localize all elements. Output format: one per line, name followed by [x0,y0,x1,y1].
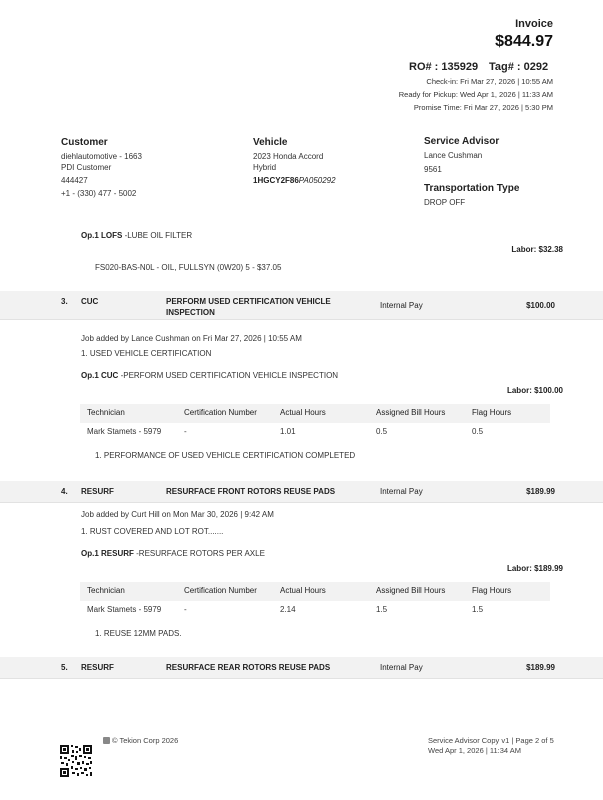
row-certification: - [184,605,187,614]
col-flag-hours: Flag Hours [472,586,512,595]
tech-table-header [80,582,550,601]
job-code: RESURF [81,663,114,672]
part-line: FS020-BAS-N0L - OIL, FULLSYN (0W20) 5 - $37.05 [95,263,282,272]
job-title: RESURFACE FRONT ROTORS REUSE PADS [166,487,336,496]
vehicle-vin: 1HGCY2F86PA050292 [253,176,336,185]
col-actual-hours: Actual Hours [280,408,326,417]
job-added-by: Job added by Lance Cushman on Fri Mar 27, 2026 | 10:55 AM [81,334,302,343]
promise-time: Promise Time: Fri Mar 27, 2026 | 5:30 PM [413,103,553,112]
job-labor: Labor: $100.00 [506,386,563,395]
job-code: RESURF [81,487,114,496]
row-actual-hours: 1.01 [280,427,296,436]
job-title: RESURFACE REAR ROTORS REUSE PADS [166,663,331,672]
qr-code-icon [59,744,93,778]
advisor-label: Service Advisor [424,136,500,147]
job-code: CUC [81,297,99,306]
vehicle-model: 2023 Honda Accord [253,152,324,161]
invoice-total: $844.97 [495,33,553,50]
tekion-logo-icon [103,737,110,744]
job-amount: $100.00 [526,301,555,310]
col-assigned-hours: Assigned Bill Hours [376,408,446,417]
labor-lofs: Labor: $32.38 [511,245,563,254]
row-flag-hours: 0.5 [472,427,484,436]
row-assigned-hours: 1.5 [376,605,388,614]
col-certification: Certification Number [184,408,257,417]
advisor-name: Lance Cushman [424,151,483,160]
job-amount: $189.99 [526,487,555,496]
customer-label: Customer [61,137,108,148]
job-bar-4 [0,481,603,503]
ready-time: Ready for Pickup: Wed Apr 1, 2026 | 11:33 AM [398,90,553,99]
print-time: Wed Apr 1, 2026 | 11:34 AM [428,746,521,755]
row-technician: Mark Stamets - 5979 [87,605,162,614]
row-certification: - [184,427,187,436]
advisor-id: 9561 [424,165,442,174]
row-flag-hours: 1.5 [472,605,484,614]
job-note: 1. PERFORMANCE OF USED VEHICLE CERTIFICATION COMPLETED [95,451,356,460]
transport-label: Transportation Type [424,183,520,194]
tag-number: Tag# : 0292 [489,61,549,73]
checkin-time: Check-in: Fri Mar 27, 2026 | 10:55 AM [426,77,553,86]
vehicle-trim: Hybrid [253,163,277,172]
row-assigned-hours: 0.5 [376,427,388,436]
job-labor: Labor: $189.99 [506,564,563,573]
job-op: Op.1 RESURF -RESURFACE ROTORS PER AXLE [81,549,265,558]
customer-type: PDI Customer [61,163,112,172]
job-pay-type: Internal Pay [380,663,423,672]
row-actual-hours: 2.14 [280,605,296,614]
job-concern: 1. USED VEHICLE CERTIFICATION [81,349,212,358]
vehicle-label: Vehicle [253,137,288,148]
tech-table-header [80,404,550,423]
job-op: Op.1 CUC -PERFORM USED CERTIFICATION VEHICLE INSPECTION [81,371,339,380]
job-concern: 1. RUST COVERED AND LOT ROT....... [81,527,224,536]
customer-phone: +1 - (330) 477 - 5002 [61,189,137,198]
job-note: 1. REUSE 12MM PADS. [95,629,182,638]
col-actual-hours: Actual Hours [280,586,326,595]
transport-value: DROP OFF [424,198,466,207]
col-technician: Technician [87,586,125,595]
col-flag-hours: Flag Hours [472,408,512,417]
col-certification: Certification Number [184,586,257,595]
job-added-by: Job added by Curt Hill on Mon Mar 30, 2026 | 9:42 AM [81,510,274,519]
copyright: © Tekion Corp 2026 [103,736,178,745]
invoice-title: Invoice [515,18,553,30]
job-bar-5 [0,657,603,679]
job-bar-3 [0,291,603,320]
job-title: PERFORM USED CERTIFICATION VEHICLE [166,297,331,306]
col-technician: Technician [87,408,125,417]
customer-zip: 444427 [61,176,88,185]
job-pay-type: Internal Pay [380,301,423,310]
job-amount: $189.99 [526,663,555,672]
copy-page-info: Service Advisor Copy v1 | Page 2 of 5 [428,736,554,745]
op-lofs: Op.1 LOFS -LUBE OIL FILTER [81,231,193,240]
row-technician: Mark Stamets - 5979 [87,427,162,436]
job-number: 4. [61,487,68,496]
job-title-line2: INSPECTION [166,308,215,317]
job-pay-type: Internal Pay [380,487,423,496]
ro-number: RO# : 135929 [409,61,479,73]
customer-name: diehlautomotive - 1663 [61,152,142,161]
job-number: 3. [61,297,68,306]
job-number: 5. [61,663,68,672]
col-assigned-hours: Assigned Bill Hours [376,586,446,595]
